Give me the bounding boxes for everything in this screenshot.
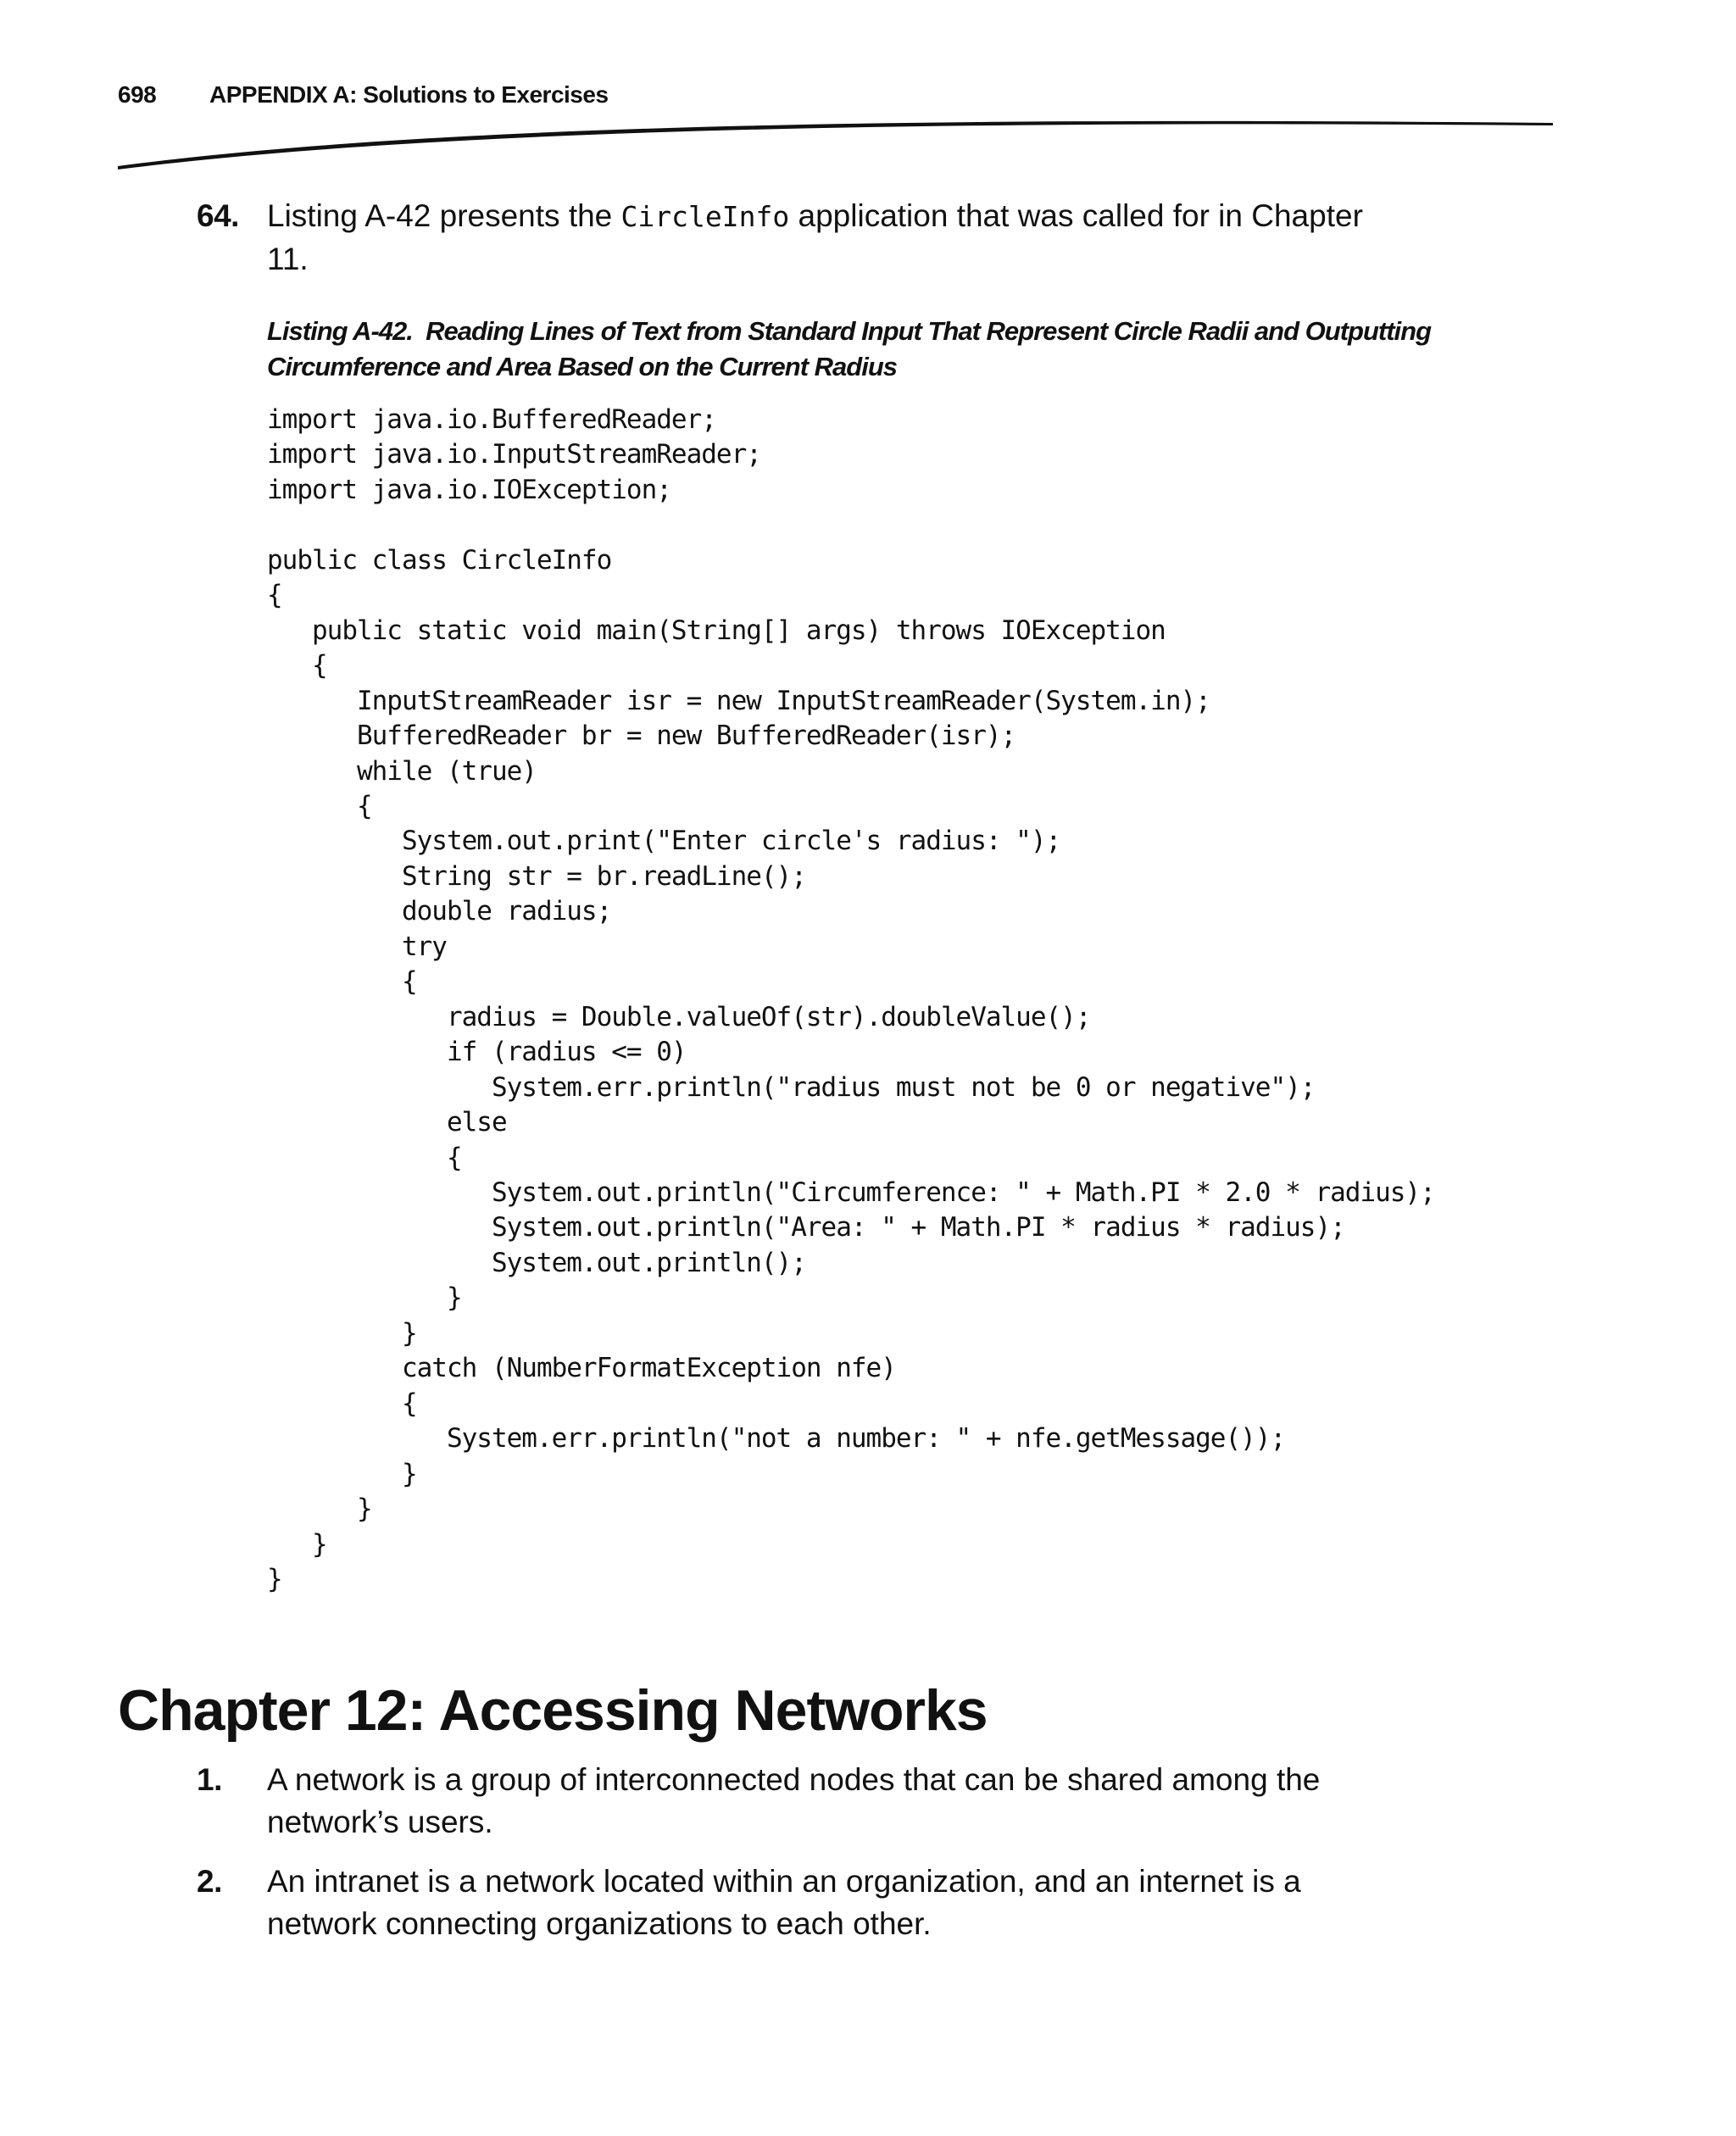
exercise-text <box>267 195 1386 281</box>
running-head <box>118 81 609 108</box>
exercise-text-part: Listing A-42 presents the <box>267 198 621 233</box>
running-head-title: APPENDIX A: Solutions to Exercises <box>209 81 609 108</box>
listing-caption-label: Listing A-42. <box>267 316 413 346</box>
header-swoosh-rule <box>0 110 1736 178</box>
item-text: An intranet is a network located within an organization, and an internet is a network connecting organizations to each other. <box>267 1864 1301 1941</box>
exercise-text-part: application that was called for in Chapter 11. <box>267 198 1363 276</box>
item-number: 1. <box>197 1762 222 1797</box>
item-text: A network is a group of interconnected nodes that can be shared among the network’s users. <box>267 1762 1321 1839</box>
code-term: CircleInfo <box>620 200 790 233</box>
chapter-item <box>197 1861 1383 1945</box>
exercise-number: 64. <box>197 198 239 233</box>
item-number: 2. <box>197 1864 222 1899</box>
listing-caption-text: Reading Lines of Text from Standard Input That Represent Circle Radii and Outputting Circumference and Area Based on the Current Radius <box>267 316 1432 381</box>
page-number: 698 <box>118 81 157 108</box>
listing-caption <box>267 314 1454 385</box>
chapter-item <box>197 1759 1383 1844</box>
chapter-heading: Chapter 12: Accessing Networks <box>118 1678 988 1743</box>
exercise-64 <box>197 195 1383 280</box>
code-listing: import java.io.BufferedReader; import java.io.InputStreamReader; import java.io.IOException; public class CircleInfo { public static void main(String[] args) throws IOException { InputStreamReader isr = new InputStreamReader(System.in); BufferedReader br = new BufferedReader(isr); while (true) { System.out.print("Enter circle's radius: "); String str = br.readLine(); double radius; try { radius = Double.valueOf(str).doubleValue(); if (radius <= 0) System.err.println("radius must not be 0 or negative"); else { System.out.println("Circumference: " + Math.PI * 2.0 * radius); System.out.println("Area: " + Math.PI * radius * radius); System.out.println(); } } catch (NumberFormatException nfe) { System.err.println("not a number: " + nfe.getMessage()); } } } } <box>267 404 1435 1594</box>
